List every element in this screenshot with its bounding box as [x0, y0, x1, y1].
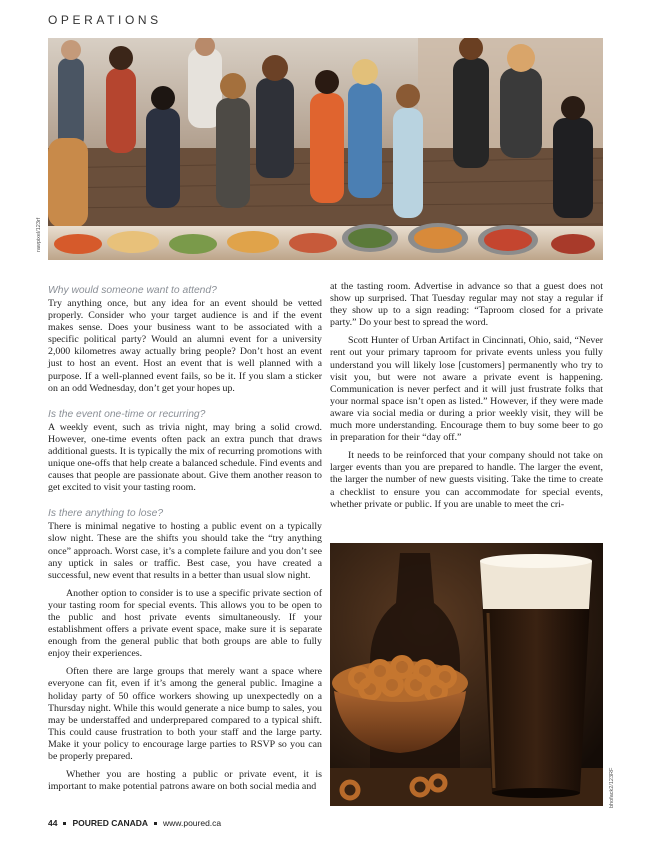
hero-photo-credit: rawpixel/123rf	[36, 217, 42, 252]
paragraph: Whether you are hosting a public or private event, it is important to make potential patrons aware on both social media and	[48, 769, 322, 793]
section-label: OPERATIONS	[48, 13, 162, 27]
article-right-column	[330, 281, 603, 511]
page-number: 44	[48, 818, 58, 828]
magazine-name: POURED CANADA	[72, 818, 149, 828]
paragraph: Try anything once, but any idea for an event should be vetted properly. Consider who your target audience is and if the event makes sense. Does your business want to be associated with a specific political party? Would an alumni event for a university 2,000 kilometres away actually bring people? Don’t host an event just to host an event. Host an event that is well planned with a purpose. If a well-planned event fails, so be it. If you slam a sticker on an odd Wednesday, don’t get your hopes up.	[48, 298, 322, 394]
party-illustration	[48, 38, 603, 260]
section-heading: Is there anything to lose?	[48, 508, 164, 520]
section-heading: Is the event one-time or recurring?	[48, 408, 206, 420]
paragraph: Another option to consider is to use a specific private section of your tasting room for special events. This allows you to be open to the public and host private events simultaneously. If your establishment offers a private event space, make sure it is separate enough from the general public that both groups are able to fully enjoy their experiences.	[48, 587, 322, 660]
page-footer	[48, 818, 221, 828]
website: www.poured.ca	[163, 818, 222, 828]
section-heading: Why would someone want to attend?	[48, 285, 217, 296]
beer-photo	[330, 543, 603, 806]
hero-photo	[48, 38, 603, 260]
paragraph: at the tasting room. Advertise in advance so that a guest does not show up surprised. That Tuesday regular may not stay a regular if they show up to a sign reading: “Taproom closed for a private party.” Do your best to spread the word.	[330, 281, 603, 329]
paragraph: There is minimal negative to hosting a public event on a typically slow night. These are the shifts you should take the “try anything once” approach. Worst case, it’s a complete failure and you don’t see any uptick in sales or traffic. Best case, you have created a successful, new event that results in a better than usual slow night.	[48, 521, 322, 581]
beer-pretzel-illustration	[330, 543, 603, 806]
paragraph: Scott Hunter of Urban Artifact in Cincinnati, Ohio, said, “Never rent out your primary taproom for private events unless you fully understand you will likely lose [customers] permanently who try to visit you, but were not aware a private event is happening. Communication is never perfect and it will just frustrate folks that your normal space isn’t open as listed.” However, if they were made aware via social media or during a prior weekly visit, they will be much more understanding. Encourage them to buy some beer to go in preparation for their “day off.”	[330, 335, 603, 444]
paragraph: Often there are large groups that merely want a space where everyone can fit, even if it’s among the general public. Imagine a holiday party of 50 office workers showing up unexpectedly on a Thursday night. While this would generate a nice bump to sales, you may be understaffed and underprepared compared to a typical shift. This could cause frustration to both your staff and the large party. Make it your policy to encourage large parties to RSVP so you can be properly prepared.	[48, 666, 322, 762]
paragraph: A weekly event, such as trivia night, may bring a solid crowd. However, one-time events often pack an extra punch that draws additional guests. It is typically the mix of recurring promotions with unique one-offs that help create a balanced schedule. Find events and causes that people are passionate about. Give them another reason to get excited to visit your tasting room.	[48, 421, 322, 494]
separator	[154, 822, 157, 825]
beer-photo-credit: bhofack2/123RF	[609, 767, 615, 808]
article-left-column	[48, 285, 322, 793]
separator	[63, 822, 66, 825]
paragraph: It needs to be reinforced that your company should not take on larger events than you are prepared to handle. The larger the event, the larger the number of new guests visiting. Take the time to create a checklist to ensure you can accommodate for special events, whether private or public. If you are unable to meet the cri-	[330, 450, 603, 510]
